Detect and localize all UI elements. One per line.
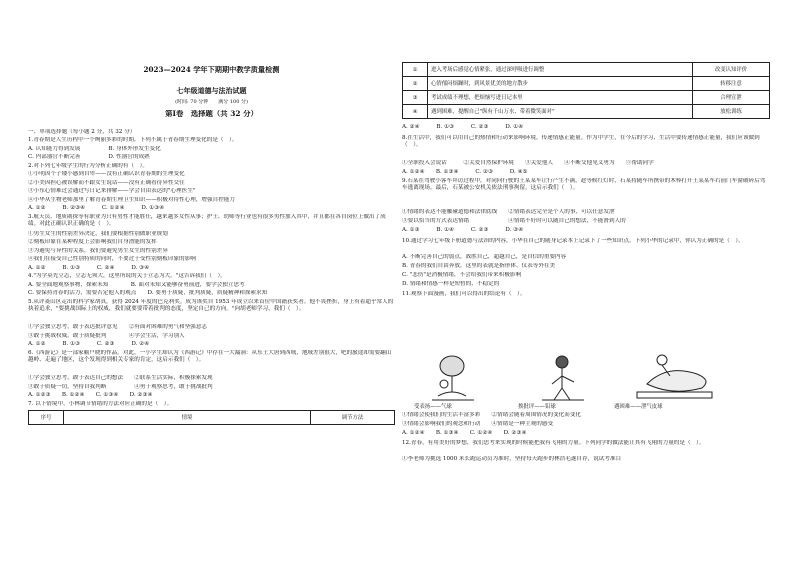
question-line: ③情绪会影响我们的观念和行动 ④情绪是一种主观的感受	[402, 421, 554, 427]
question-line: 12.青春，有用美好的梦想，我们思考来实现的时候能把我有飞翔的力量。下列同学的做法能让其有飞翔的力量的是（ ）。	[402, 440, 705, 446]
question-line: ①男生女生的性别差异决定，我们要根据性别做职业规划	[28, 231, 168, 237]
question-line: ③敢于质疑一切，坚持自我判断 ④勇于观察思考，敢于挑战批判	[28, 384, 213, 390]
table-row	[403, 105, 770, 119]
table-row	[403, 77, 770, 91]
balloon-figure-icon	[432, 356, 474, 400]
table-header-cell: 调节方法	[311, 411, 395, 425]
table-cell: 转移注意	[693, 77, 770, 91]
table-header-cell: 情境	[64, 411, 311, 425]
question-line: ③为避免与异性的关系，我们要避免男生女生的性别差异	[28, 248, 168, 254]
question-line: A. ①② B. ②③④ C. ①②④ D. ①③④	[28, 205, 165, 211]
table-header-cell: 序号	[29, 411, 64, 425]
table-cell: ④	[403, 105, 428, 119]
shot-put-figure-icon	[542, 356, 584, 400]
question-line: ③要以恰当的方式表达情绪 ④情绪不好时可以随自己的想法，不能滑到人的	[402, 218, 626, 224]
question-line: 2.对下列七年级学生的行为分析正确的有（ ）。	[28, 163, 149, 169]
question-line: A. ①② B. ①③ C. ②④ D. ③④	[28, 265, 150, 271]
caption-balloon: 受表扬——气球	[414, 404, 452, 410]
question-line: 5.从评菱山区走出的科学家胡真，获得 2024 年度的巴克利奖。成为该奖自 1953 年成立以来首位中国籍获奖者。他不畏挫折，身上有着超乎常人的执着追求，"要挑战国际上的权威，我们就要要带着批判的态度，坚定自己的方向。"向胡老师学习，我们（ ）。	[28, 299, 394, 312]
question-line: 7. 以下情境中，小林调节情绪的方法对应正确的是（ ）。	[28, 401, 173, 407]
question-line: 11.观察下面漫画，我们可以得出的结论有（ ）。	[402, 291, 526, 297]
table-cell: 改变认知评价	[693, 63, 770, 77]
table-cell: 放松训练	[693, 105, 770, 119]
question-line: 8.在生活中，我们可以用自己的热情和行动来影响环境，传递情感正能量。作为中学生，在今后的学习、生活中要传递情感正能量，我们应该做到（ ）。	[402, 135, 760, 148]
q7-table	[402, 62, 770, 119]
question-line: D. 情绪和情感一样是短暂的、不稳定的	[402, 281, 500, 287]
question-line: ①情绪会使我们的生活丰富多彩 ②情绪会随着周围情况的变化而变化	[402, 412, 582, 418]
table-cell: 心情郁闷烦躁时，到风景优美的地方散步	[428, 77, 693, 91]
question-line: 9.石某在驾驶小客车拜访过程中，对同向行驶的王某某车让行产生不满，趁等候红灯时，石某持随车所携带的木棒打开王某某车右前门车窗破碎后驾车逃离现场。最后，石某被公安机关依法刑事拘留。这启示我们（ ）。	[402, 178, 766, 191]
question-line: A. ②④ B. ①③ C. ②③ D. ①④	[402, 124, 524, 130]
question-line: 一、单项选择题（每小题 2 分，共 32 分）	[28, 129, 136, 135]
question-line: ①小明因个子矮小感到自卑——没有正确认识青春期的生理变化	[28, 171, 185, 177]
exam-header: 2023—2024 学年下期期中教学质量检测	[143, 66, 280, 73]
question-line: ①学会独立思考，敢于表达自己的想法 ②联系生活实际，积极探索发现	[28, 375, 213, 381]
question-line: 4."为学莫先立志，立志无须大，这里所说的关于立志为大。"这告诉我们（ ）。	[28, 273, 226, 279]
question-line: C. 要保持青春的活力，需要否定他人的观点 D. 要勇于质疑，批判质疑，质疑精神和探索求知	[28, 290, 268, 296]
table-cell: 遇到困难，提醒自己"纵有千山万水，带着微笑面对"	[428, 105, 693, 119]
question-line: A. ①②④ B. ①③④ C. ①②④ D. ②③④	[402, 430, 527, 436]
section-title: 第Ⅰ卷 选择题（共 32 分）	[165, 110, 258, 117]
table-cell: ②	[403, 77, 428, 91]
question-line: ①学会独立思考，敢于表达批评意见 ②有面对困难的勇气和坚强意志	[28, 324, 208, 330]
question-line: A. 不断完善自己的弱点，战胜自己，超越自己，是自信的重要内容	[402, 254, 567, 260]
question-line: A. ①③ B. ①④ C. ②③ D. ③④	[402, 227, 524, 233]
table-cell: ③	[403, 91, 428, 105]
question-line: C. 内部器官不断完善 D. 性器官的成熟	[28, 154, 150, 160]
question-line: ②小美因担心被误解而不跟女生说话——没有正确看待异性交往	[28, 180, 185, 186]
question-line: ①李老师为挑选 1000 米长跑运动员为准时，坚持每天跑步的林浩毛遂自荐，说试考准目	[402, 456, 622, 462]
exam-subject: 七年级道德与法治试题	[176, 87, 247, 94]
question-line: A. ①②③ B. ①②④ C. ①③④ D. ②③④	[28, 392, 153, 398]
question-line: 3.航天员、地质勘探等有职业为只有男性才能胜任，越来越多女性从事；护士、幼师等行业也有很多男性加入其中，并且都在各自岗位上做出了成绩。对此正确认识正确的是（ ）。	[28, 214, 386, 227]
table-cell: ①	[403, 63, 428, 77]
question-line: 10.通过学习七年级下册道德与法治的内容，小华在自己的随身记录本上记录下了一些知识点。下列小华的记录中，你认为正确的是（ ）。	[402, 238, 744, 244]
question-line: A. 要全面地观察事物，探索未知 B. 面对未知又能够奋勇前进，要学会独立思考	[28, 282, 245, 288]
question-line: C. "悲伤"是消极情绪，不会给我们带来积极影响	[402, 272, 522, 278]
table-cell: 进入考场后感觉心情紧张，通过深呼吸进行调整	[428, 63, 693, 77]
table-cell: 考试成绩不理想，把烦恼写进日记本里	[428, 91, 693, 105]
caption-deflated-ball: 遇困难——泄气皮球	[614, 404, 663, 410]
question-line: ④我们在接受自己性别特质的同时，不要过于受性别刻板印象的影响	[28, 256, 196, 262]
q7-table-header	[28, 410, 395, 425]
question-line: ③小东心情难过会通过写日记来排解——学会自由表达的"心理医生"	[28, 188, 196, 194]
table-row	[403, 91, 770, 105]
caption-shot-put: 挨批评——铅球	[518, 404, 556, 410]
exam-info: (时间: 70 分钟 满分 100 分)	[175, 99, 248, 105]
question-line: ②刻板印象在某种程度上会影响我们自身潜能的发挥	[28, 239, 157, 245]
question-line: B. 青春的我们自由奔放，这里的表就是指形体、仪表等外在美	[402, 263, 556, 269]
deflated-ball-figure-icon	[637, 355, 712, 398]
question-line: A. 认知能力得到发展 B. 身体外形发生变化	[28, 146, 161, 152]
question-line: ③敢于挑战权威，敢于质疑批判 ④学会生活，学习别人	[28, 333, 185, 339]
table-row	[403, 63, 770, 77]
question-line: ①全职投入会说话 ②关爱自然保护环境 ③关爱他人 ④不断交他见义勇为 ⑤帮助同学	[402, 160, 654, 166]
table-cell: 合理宣泄	[693, 91, 770, 105]
question-line: ①情绪的表达不能触碰道德和法律底线 ②情绪表达完全是个人的事，可以任意发泄	[402, 209, 615, 215]
question-line: 1.青春期是人生历程中一个绚丽多彩的时期。下列不属于青春期生理变化的是（ ）。	[28, 137, 238, 143]
question-line: A. ①② B. ①③ C. ②③ D. ②④	[28, 341, 150, 347]
cartoon-illustration	[412, 344, 762, 404]
question-line: ④小华从生物老师那里了解青春期生理卫生知识——积极对待性心理，增强自控能力	[28, 197, 235, 203]
question-line: 6.《西游记》是一部家喻户晓的作品。对此，一小学生却认为《西游记》中存在一大漏洞：从东土大唐到西域，地域差别很大，吧的旅途却需要翻山越岭、走遍了地区，这个发现得到相关专家的肯定，这启示我们（ ）。	[28, 350, 392, 363]
question-line: A. ①②④ B. ①③④ C. ②③ D. ④⑤	[402, 169, 528, 175]
